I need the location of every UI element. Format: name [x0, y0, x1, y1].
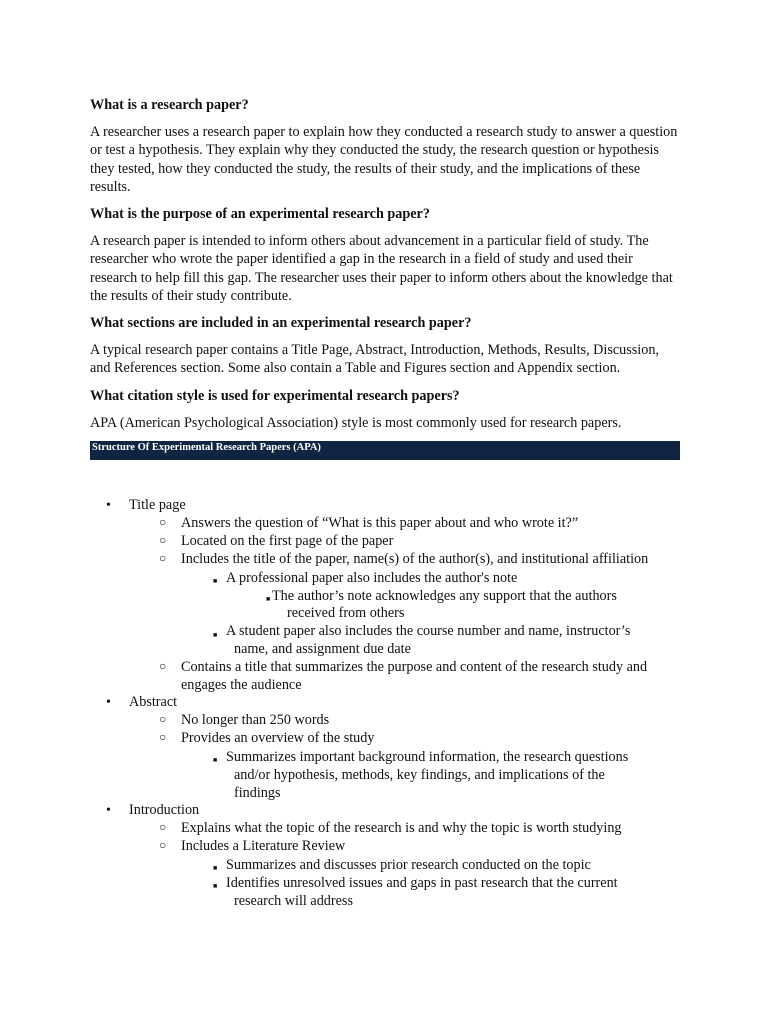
outline-subitem: Includes a Literature Review	[181, 838, 346, 854]
bullet-circle-icon: ○	[159, 838, 167, 852]
outline-subsubitem-continued: findings	[234, 785, 281, 801]
bullet-circle-icon: ○	[159, 551, 167, 565]
document-page	[90, 96, 680, 460]
bullet-circle-icon: ○	[159, 820, 167, 834]
outline-subitem: Located on the first page of the paper	[181, 533, 394, 549]
section-banner	[90, 441, 680, 460]
question-heading: What is a research paper?	[90, 97, 249, 113]
answer-paragraph: A research paper is intended to inform others about advancement in a particular field of study. The researcher who wrote the paper identified a gap in the research in a field of study and used their research to help fill this gap. The researcher uses their paper to inform others about the knowledge that the results of their study contribute.	[90, 233, 673, 304]
outline-subsubitem: A student paper also includes the course number and name, instructor’s	[226, 623, 631, 639]
outline-subsubitem: Summarizes and discusses prior research conducted on the topic	[226, 857, 591, 873]
bullet-square-icon: ■	[213, 631, 218, 639]
section-banner-title: Structure Of Experimental Research Papers (APA)	[92, 442, 321, 454]
outline-subitem: No longer than 250 words	[181, 712, 330, 728]
outline-note-continued: received from others	[287, 605, 405, 621]
outline-subsubitem-continued: research will address	[234, 893, 353, 909]
bullet-circle-icon: ○	[159, 659, 167, 673]
bullet-square-icon: ■	[213, 756, 218, 764]
outline-subitem: Contains a title that summarizes the purpose and content of the research study and	[181, 659, 648, 675]
outline-subitem: Explains what the topic of the research is and why the topic is worth studying	[181, 820, 622, 836]
outline-subitem: Provides an overview of the study	[181, 730, 375, 746]
bullet-square-icon: ■	[213, 577, 218, 585]
bullet-square-icon: ■	[213, 864, 218, 872]
outline-subitem-continued: engages the audience	[181, 677, 302, 693]
bullet-disc-icon: •	[106, 498, 111, 513]
outline-item-title-page: Title page	[129, 497, 186, 513]
question-heading: What sections are included in an experimental research paper?	[90, 315, 472, 332]
outline-subsubitem: A professional paper also includes the author's note	[226, 570, 518, 586]
bullet-square-icon: ■	[266, 595, 271, 603]
bullet-circle-icon: ○	[159, 533, 167, 547]
answer-paragraph: A typical research paper contains a Title Page, Abstract, Introduction, Methods, Results, Discussion, and References section. Some also contain a Table and Figures section and Appendix section.	[90, 342, 659, 377]
bullet-circle-icon: ○	[159, 515, 167, 529]
outline-subsubitem: Summarizes important background information, the research questions	[226, 749, 629, 765]
bullet-disc-icon: •	[106, 803, 111, 818]
question-heading: What is the purpose of an experimental research paper?	[90, 206, 430, 223]
outline-note: The author’s note acknowledges any support that the authors	[272, 588, 617, 604]
outline-item-introduction: Introduction	[129, 802, 200, 818]
outline-subitem: Answers the question of “What is this paper about and who wrote it?”	[181, 515, 579, 531]
question-heading: What citation style is used for experimental research papers?	[90, 387, 460, 404]
outline-subsubitem-continued: and/or hypothesis, methods, key findings, and implications of the	[234, 767, 605, 783]
bullet-circle-icon: ○	[159, 730, 167, 744]
bullet-circle-icon: ○	[159, 712, 167, 726]
answer-paragraph: APA (American Psychological Association) style is most commonly used for research papers.	[90, 414, 622, 431]
outline-subsubitem-continued: name, and assignment due date	[234, 641, 411, 657]
outline-item-abstract: Abstract	[129, 694, 178, 710]
bullet-disc-icon: •	[106, 695, 111, 710]
answer-paragraph: A researcher uses a research paper to explain how they conducted a research study to answer a question or test a hypothesis. They explain why they conducted the study, the research question or hypothesis they tested, how they conducted the study, the results of their study, and the implications of these results.	[90, 124, 678, 195]
outline-subsubitem: Identifies unresolved issues and gaps in past research that the current	[226, 875, 618, 891]
outline-subitem: Includes the title of the paper, name(s) of the author(s), and institutional affiliation	[181, 551, 649, 567]
bullet-square-icon: ■	[213, 882, 218, 890]
